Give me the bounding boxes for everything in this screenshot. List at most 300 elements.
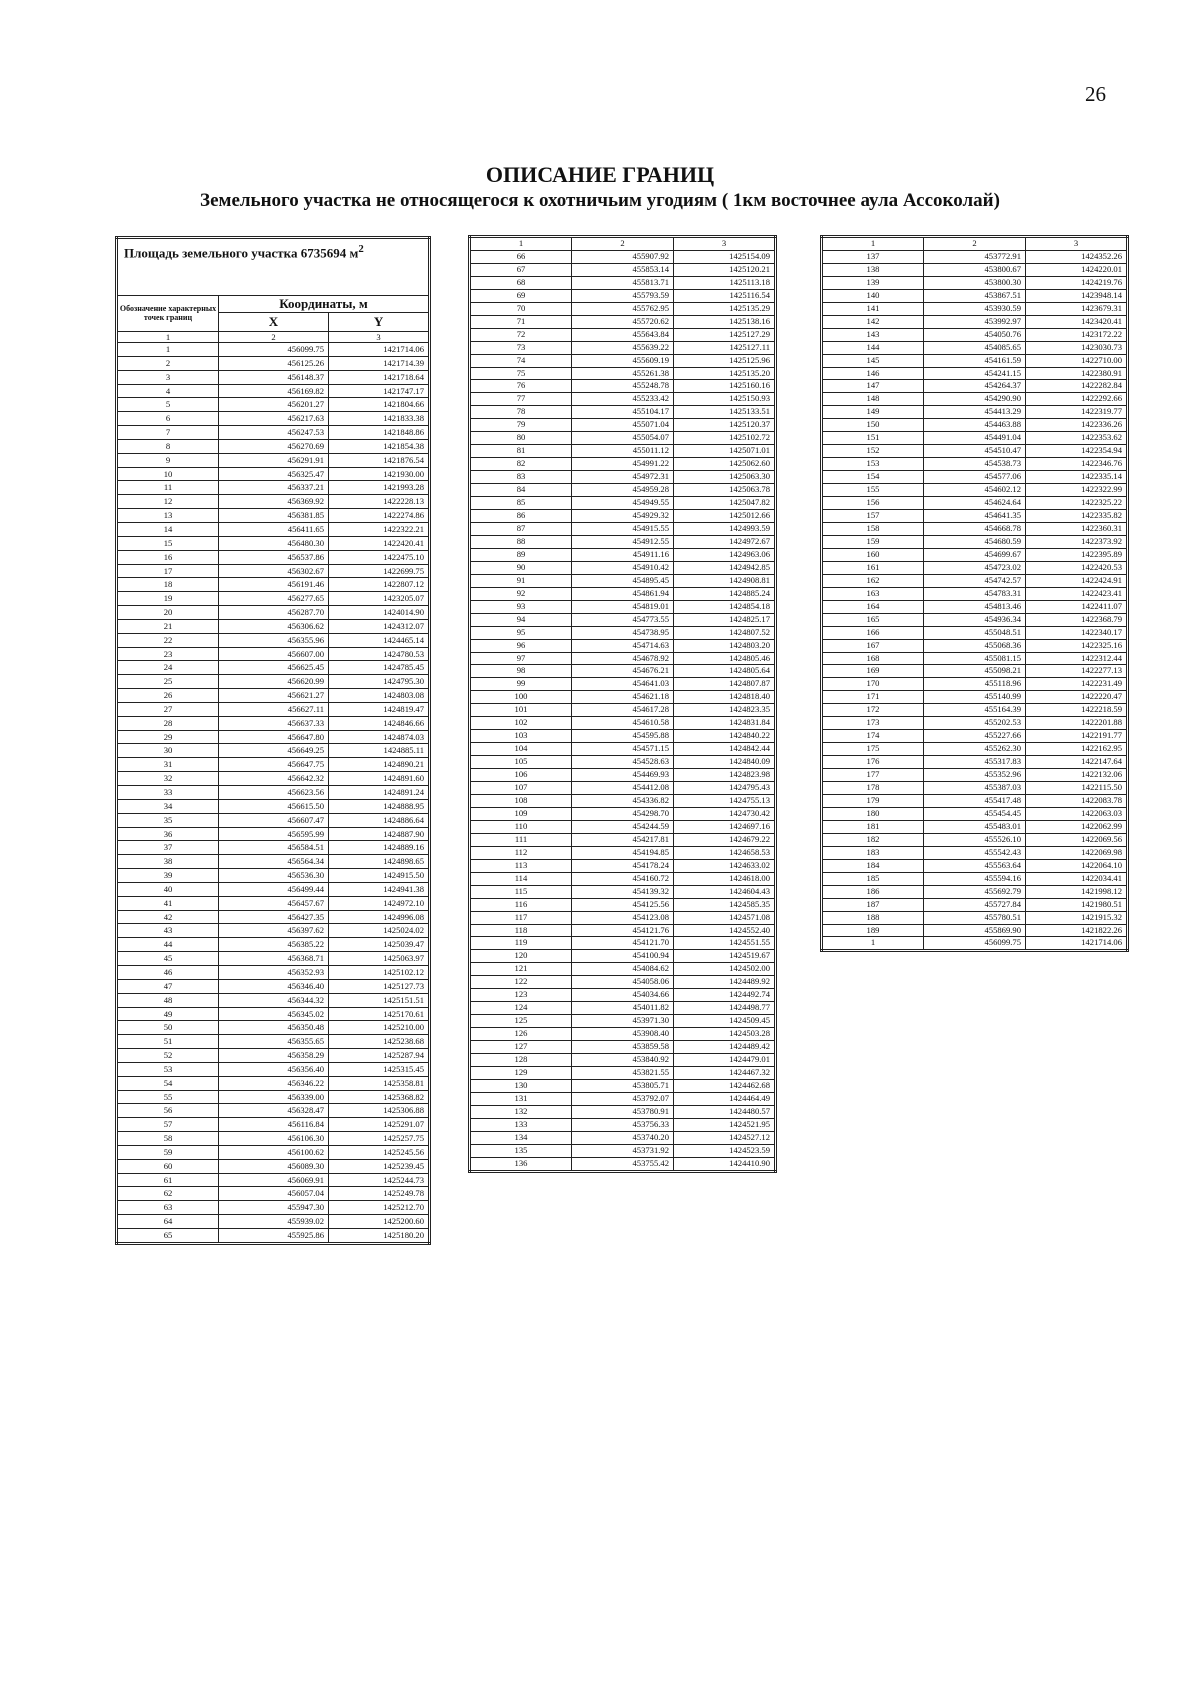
- table-row: [822, 250, 1128, 263]
- y-coordinate-cell: 1425071.01: [674, 445, 776, 458]
- point-number-cell: 157: [822, 510, 924, 523]
- y-coordinate-cell: 1424464.49: [674, 1092, 776, 1105]
- y-coordinate-cell: 1422220.47: [1026, 691, 1128, 704]
- y-coordinate-cell: 1422162.95: [1026, 743, 1128, 756]
- x-coordinate-cell: 456352.93: [219, 965, 329, 979]
- x-coordinate-cell: 454571.15: [572, 743, 674, 756]
- table-row: [117, 1021, 430, 1035]
- y-coordinate-cell: 1422325.22: [1026, 497, 1128, 510]
- y-coordinate-cell: 1421993.28: [329, 481, 430, 495]
- y-coordinate-cell: 1422411.07: [1026, 600, 1128, 613]
- column-number: 2: [219, 332, 329, 343]
- x-coordinate-cell: 456116.84: [219, 1118, 329, 1132]
- point-number-cell: 75: [470, 367, 572, 380]
- point-number-cell: 168: [822, 652, 924, 665]
- table-row: [117, 1215, 430, 1229]
- point-number-cell: 34: [117, 799, 219, 813]
- y-coordinate-cell: 1422322.99: [1026, 484, 1128, 497]
- y-coordinate-cell: 1425287.94: [329, 1049, 430, 1063]
- x-coordinate-cell: 456346.22: [219, 1076, 329, 1090]
- x-coordinate-cell: 456100.62: [219, 1145, 329, 1159]
- table-row: [117, 799, 430, 813]
- point-number-cell: 96: [470, 639, 572, 652]
- x-coordinate-cell: 454538.73: [924, 458, 1026, 471]
- table-row: [117, 896, 430, 910]
- point-number-cell: 172: [822, 704, 924, 717]
- y-coordinate-cell: 1424941.38: [329, 882, 430, 896]
- x-coordinate-cell: 455720.62: [572, 315, 674, 328]
- table-row: [470, 626, 776, 639]
- y-coordinate-cell: 1422395.89: [1026, 548, 1128, 561]
- y-coordinate-cell: 1425212.70: [329, 1201, 430, 1215]
- y-coordinate-cell: 1422354.94: [1026, 445, 1128, 458]
- x-coordinate-cell: 455081.15: [924, 652, 1026, 665]
- table-row: [822, 315, 1128, 328]
- y-coordinate-cell: 1424502.00: [674, 963, 776, 976]
- x-coordinate-cell: 454912.55: [572, 535, 674, 548]
- y-coordinate-cell: 1424888.95: [329, 799, 430, 813]
- y-coordinate-cell: 1425291.07: [329, 1118, 430, 1132]
- y-coordinate-cell: 1425063.78: [674, 484, 776, 497]
- table-row: [117, 869, 430, 883]
- point-number-cell: 180: [822, 807, 924, 820]
- table-row: [117, 1090, 430, 1104]
- point-number-cell: 72: [470, 328, 572, 341]
- y-column-header: Y: [329, 313, 430, 332]
- table-row: [470, 380, 776, 393]
- table-row: [470, 574, 776, 587]
- table-row: [470, 704, 776, 717]
- y-coordinate-cell: 1424219.76: [1026, 276, 1128, 289]
- x-coordinate-cell: 456339.00: [219, 1090, 329, 1104]
- y-coordinate-cell: 1422360.31: [1026, 522, 1128, 535]
- y-coordinate-cell: 1424803.20: [674, 639, 776, 652]
- point-number-cell: 103: [470, 730, 572, 743]
- point-number-cell: 65: [117, 1229, 219, 1244]
- x-coordinate-cell: 454861.94: [572, 587, 674, 600]
- point-number-cell: 36: [117, 827, 219, 841]
- point-number-cell: 93: [470, 600, 572, 613]
- table-row: [822, 535, 1128, 548]
- point-number-cell: 149: [822, 406, 924, 419]
- table-row: [822, 678, 1128, 691]
- y-coordinate-cell: 1425062.60: [674, 458, 776, 471]
- x-coordinate-cell: 453756.33: [572, 1118, 674, 1131]
- point-number-cell: 156: [822, 497, 924, 510]
- y-coordinate-cell: 1422191.77: [1026, 730, 1128, 743]
- table-row: [470, 911, 776, 924]
- table-row: [470, 665, 776, 678]
- y-coordinate-cell: 1423420.41: [1026, 315, 1128, 328]
- table-row: [470, 976, 776, 989]
- table-row: [470, 471, 776, 484]
- point-number-cell: 126: [470, 1028, 572, 1041]
- table-row: [822, 652, 1128, 665]
- x-coordinate-cell: 455692.79: [924, 885, 1026, 898]
- table-row: [117, 938, 430, 952]
- table-row: [117, 1118, 430, 1132]
- x-coordinate-cell: 454139.32: [572, 885, 674, 898]
- point-number-cell: 67: [470, 263, 572, 276]
- x-coordinate-cell: 454723.02: [924, 561, 1026, 574]
- point-number-cell: 87: [470, 522, 572, 535]
- point-number-cell: 150: [822, 419, 924, 432]
- x-coordinate-cell: 454298.70: [572, 807, 674, 820]
- point-number-cell: 169: [822, 665, 924, 678]
- x-coordinate-cell: 455054.07: [572, 432, 674, 445]
- y-coordinate-cell: 1424805.46: [674, 652, 776, 665]
- table-row: [117, 619, 430, 633]
- point-number-cell: 122: [470, 976, 572, 989]
- y-coordinate-cell: 1424963.06: [674, 548, 776, 561]
- x-coordinate-cell: 455853.14: [572, 263, 674, 276]
- point-number-cell: 74: [470, 354, 572, 367]
- point-number-cell: 12: [117, 495, 219, 509]
- table-row: [470, 989, 776, 1002]
- point-number-cell: 137: [822, 250, 924, 263]
- x-coordinate-cell: 456125.26: [219, 356, 329, 370]
- x-coordinate-cell: 454915.55: [572, 522, 674, 535]
- point-number-cell: 114: [470, 872, 572, 885]
- x-coordinate-cell: 454910.42: [572, 561, 674, 574]
- point-number-cell: 27: [117, 702, 219, 716]
- table-row: [470, 807, 776, 820]
- y-coordinate-cell: 1422062.99: [1026, 820, 1128, 833]
- table-row: [822, 872, 1128, 885]
- table-row: [470, 263, 776, 276]
- x-coordinate-cell: 454929.32: [572, 510, 674, 523]
- table-row: [117, 536, 430, 550]
- y-coordinate-cell: 1424489.42: [674, 1041, 776, 1054]
- x-coordinate-cell: 453755.42: [572, 1157, 674, 1171]
- y-coordinate-cell: 1425315.45: [329, 1062, 430, 1076]
- x-coordinate-cell: 453840.92: [572, 1054, 674, 1067]
- x-coordinate-cell: 455793.59: [572, 289, 674, 302]
- table-row: [822, 613, 1128, 626]
- point-number-cell: 78: [470, 406, 572, 419]
- y-coordinate-cell: 1424993.59: [674, 522, 776, 535]
- table-row: [117, 1049, 430, 1063]
- x-coordinate-cell: 454699.67: [924, 548, 1026, 561]
- x-coordinate-cell: 455317.83: [924, 756, 1026, 769]
- point-number-cell: 2: [117, 356, 219, 370]
- table-row: [822, 497, 1128, 510]
- x-coordinate-cell: 456564.34: [219, 855, 329, 869]
- x-coordinate-cell: 455104.17: [572, 406, 674, 419]
- x-coordinate-cell: 454491.04: [924, 432, 1026, 445]
- y-coordinate-cell: 1424831.84: [674, 717, 776, 730]
- x-coordinate-cell: 454641.03: [572, 678, 674, 691]
- table-row: [470, 639, 776, 652]
- y-coordinate-cell: 1422069.56: [1026, 833, 1128, 846]
- x-coordinate-cell: 455048.51: [924, 626, 1026, 639]
- y-coordinate-cell: 1424633.02: [674, 859, 776, 872]
- y-coordinate-cell: 1421854.38: [329, 439, 430, 453]
- y-coordinate-cell: 1425102.72: [674, 432, 776, 445]
- x-coordinate-cell: 453992.97: [924, 315, 1026, 328]
- table-row: [822, 898, 1128, 911]
- point-number-cell: 139: [822, 276, 924, 289]
- point-number-cell: 59: [117, 1145, 219, 1159]
- y-coordinate-cell: 1424840.09: [674, 756, 776, 769]
- table-row: [470, 1054, 776, 1067]
- table-row: [470, 587, 776, 600]
- point-number-cell: 18: [117, 578, 219, 592]
- table-row: [822, 769, 1128, 782]
- y-coordinate-cell: 1423030.73: [1026, 341, 1128, 354]
- point-number-cell: 10: [117, 467, 219, 481]
- y-coordinate-cell: 1424785.45: [329, 661, 430, 675]
- table-row: [470, 898, 776, 911]
- x-coordinate-cell: 456350.48: [219, 1021, 329, 1035]
- point-number-cell: 14: [117, 522, 219, 536]
- y-coordinate-cell: 1422063.03: [1026, 807, 1128, 820]
- table-row: [470, 872, 776, 885]
- x-coordinate-cell: 454178.24: [572, 859, 674, 872]
- table-row: [117, 1187, 430, 1201]
- point-number-cell: 54: [117, 1076, 219, 1090]
- y-coordinate-cell: 1422420.41: [329, 536, 430, 550]
- point-number-cell: 182: [822, 833, 924, 846]
- table-row: [470, 1105, 776, 1118]
- point-number-cell: 112: [470, 846, 572, 859]
- y-coordinate-cell: 1422218.59: [1026, 704, 1128, 717]
- table-row: [470, 497, 776, 510]
- y-coordinate-cell: 1425125.96: [674, 354, 776, 367]
- x-coordinate-cell: 454160.72: [572, 872, 674, 885]
- point-number-cell: 113: [470, 859, 572, 872]
- y-coordinate-cell: 1424898.65: [329, 855, 430, 869]
- x-coordinate-cell: 455813.71: [572, 276, 674, 289]
- y-coordinate-cell: 1425306.88: [329, 1104, 430, 1118]
- x-coordinate-cell: 454680.59: [924, 535, 1026, 548]
- table-row: [822, 289, 1128, 302]
- table-row: [117, 1201, 430, 1215]
- y-coordinate-cell: 1424807.52: [674, 626, 776, 639]
- point-number-cell: 99: [470, 678, 572, 691]
- point-number-cell: 155: [822, 484, 924, 497]
- x-coordinate-cell: 454241.15: [924, 367, 1026, 380]
- x-coordinate-cell: 456148.37: [219, 370, 329, 384]
- point-number-cell: 39: [117, 869, 219, 883]
- point-number-cell: 161: [822, 561, 924, 574]
- x-coordinate-cell: 454510.47: [924, 445, 1026, 458]
- y-coordinate-cell: 1422353.62: [1026, 432, 1128, 445]
- x-coordinate-cell: 456302.67: [219, 564, 329, 578]
- x-coordinate-cell: 456595.99: [219, 827, 329, 841]
- point-number-cell: 108: [470, 794, 572, 807]
- y-coordinate-cell: 1425200.60: [329, 1215, 430, 1229]
- table-row: [117, 633, 430, 647]
- y-coordinate-cell: 1425127.11: [674, 341, 776, 354]
- x-coordinate-cell: 454819.01: [572, 600, 674, 613]
- table-row: [470, 419, 776, 432]
- y-coordinate-cell: 1425135.20: [674, 367, 776, 380]
- point-number-cell: 165: [822, 613, 924, 626]
- point-number-cell: 183: [822, 846, 924, 859]
- x-coordinate-cell: 456345.02: [219, 1007, 329, 1021]
- x-coordinate-cell: 456328.47: [219, 1104, 329, 1118]
- table-row: [822, 717, 1128, 730]
- y-coordinate-cell: 1422312.44: [1026, 652, 1128, 665]
- y-coordinate-cell: 1421915.32: [1026, 911, 1128, 924]
- y-coordinate-cell: 1422115.50: [1026, 782, 1128, 795]
- table-row: [470, 859, 776, 872]
- point-number-cell: 117: [470, 911, 572, 924]
- point-number-cell: 55: [117, 1090, 219, 1104]
- point-number-cell: 91: [470, 574, 572, 587]
- y-coordinate-cell: 1424679.22: [674, 833, 776, 846]
- point-number-cell: 38: [117, 855, 219, 869]
- point-number-cell: 30: [117, 744, 219, 758]
- point-number-cell: 173: [822, 717, 924, 730]
- point-number-cell: 48: [117, 993, 219, 1007]
- y-coordinate-cell: 1424887.90: [329, 827, 430, 841]
- x-coordinate-cell: 456287.70: [219, 606, 329, 620]
- y-coordinate-cell: 1424755.13: [674, 794, 776, 807]
- point-number-cell: 80: [470, 432, 572, 445]
- x-coordinate-cell: 454595.88: [572, 730, 674, 743]
- table-row: [822, 510, 1128, 523]
- x-coordinate-cell: 456607.00: [219, 647, 329, 661]
- y-coordinate-cell: 1424492.74: [674, 989, 776, 1002]
- x-coordinate-cell: 456647.80: [219, 730, 329, 744]
- point-number-cell: 41: [117, 896, 219, 910]
- y-coordinate-cell: 1425238.68: [329, 1035, 430, 1049]
- y-coordinate-cell: 1424585.35: [674, 898, 776, 911]
- column-number: 3: [1026, 237, 1128, 251]
- table-row: [470, 458, 776, 471]
- point-number-cell: 167: [822, 639, 924, 652]
- x-coordinate-cell: 456457.67: [219, 896, 329, 910]
- x-coordinate-cell: 454011.82: [572, 1002, 674, 1015]
- point-number-cell: 83: [470, 471, 572, 484]
- table-row: [117, 1062, 430, 1076]
- point-number-cell: 16: [117, 550, 219, 564]
- x-coordinate-cell: 456625.45: [219, 661, 329, 675]
- point-number-cell: 160: [822, 548, 924, 561]
- table-row: [822, 859, 1128, 872]
- y-coordinate-cell: 1424823.35: [674, 704, 776, 717]
- point-number-cell: 174: [822, 730, 924, 743]
- y-coordinate-cell: 1425239.45: [329, 1159, 430, 1173]
- table-row: [470, 1015, 776, 1028]
- x-coordinate-cell: 454125.56: [572, 898, 674, 911]
- x-coordinate-cell: 455563.64: [924, 859, 1026, 872]
- table-row: [822, 782, 1128, 795]
- table-row: [117, 426, 430, 440]
- table-row: [117, 467, 430, 481]
- x-coordinate-cell: 455483.01: [924, 820, 1026, 833]
- x-coordinate-cell: 454050.76: [924, 328, 1026, 341]
- x-coordinate-cell: 456620.99: [219, 675, 329, 689]
- point-number-cell: 151: [822, 432, 924, 445]
- y-coordinate-cell: 1425102.12: [329, 965, 430, 979]
- point-number-cell: 63: [117, 1201, 219, 1215]
- table-row: [470, 510, 776, 523]
- x-coordinate-cell: 454617.28: [572, 704, 674, 717]
- table-row: [117, 606, 430, 620]
- point-number-cell: 107: [470, 782, 572, 795]
- x-column-header: X: [219, 313, 329, 332]
- y-coordinate-cell: 1424889.16: [329, 841, 430, 855]
- table-row: [470, 600, 776, 613]
- table-row: [822, 406, 1128, 419]
- x-coordinate-cell: 454641.35: [924, 510, 1026, 523]
- y-coordinate-cell: 1422201.88: [1026, 717, 1128, 730]
- x-coordinate-cell: 456106.30: [219, 1132, 329, 1146]
- y-coordinate-cell: 1422475.10: [329, 550, 430, 564]
- x-coordinate-cell: 456099.75: [219, 343, 329, 357]
- point-number-cell: 37: [117, 841, 219, 855]
- table-row: [470, 315, 776, 328]
- table-row: [822, 354, 1128, 367]
- x-coordinate-cell: 455526.10: [924, 833, 1026, 846]
- table-row: [822, 639, 1128, 652]
- x-coordinate-cell: 454936.34: [924, 613, 1026, 626]
- table-row: [117, 370, 430, 384]
- point-number-cell: 23: [117, 647, 219, 661]
- table-3-body: [822, 250, 1128, 950]
- point-number-cell: 130: [470, 1079, 572, 1092]
- y-coordinate-cell: 1424480.57: [674, 1105, 776, 1118]
- x-coordinate-cell: 454991.22: [572, 458, 674, 471]
- table-row: [822, 937, 1128, 951]
- y-coordinate-cell: 1424462.68: [674, 1079, 776, 1092]
- y-coordinate-cell: 1422319.77: [1026, 406, 1128, 419]
- point-number-cell: 42: [117, 910, 219, 924]
- table-row: [822, 263, 1128, 276]
- table-row: [470, 833, 776, 846]
- x-coordinate-cell: 454783.31: [924, 587, 1026, 600]
- table-row: [822, 820, 1128, 833]
- point-number-cell: 136: [470, 1157, 572, 1171]
- x-coordinate-cell: 454336.82: [572, 794, 674, 807]
- point-number-cell: 138: [822, 263, 924, 276]
- point-number-cell: 120: [470, 950, 572, 963]
- document-title: ОПИСАНИЕ ГРАНИЦ: [485, 162, 715, 187]
- y-coordinate-cell: 1425358.81: [329, 1076, 430, 1090]
- y-coordinate-cell: 1421876.54: [329, 453, 430, 467]
- y-coordinate-cell: 1421998.12: [1026, 885, 1128, 898]
- x-coordinate-cell: 456291.91: [219, 453, 329, 467]
- point-number-cell: 62: [117, 1187, 219, 1201]
- point-number-cell: 32: [117, 772, 219, 786]
- x-coordinate-cell: 455262.30: [924, 743, 1026, 756]
- point-number-cell: 171: [822, 691, 924, 704]
- y-coordinate-cell: 1422424.91: [1026, 574, 1128, 587]
- y-coordinate-cell: 1424996.08: [329, 910, 430, 924]
- table-row: [470, 432, 776, 445]
- y-coordinate-cell: 1423679.31: [1026, 302, 1128, 315]
- table-row: [470, 1157, 776, 1171]
- point-number-cell: 90: [470, 561, 572, 574]
- point-number-cell: 52: [117, 1049, 219, 1063]
- point-number-cell: 98: [470, 665, 572, 678]
- column-number: 2: [924, 237, 1026, 251]
- table-row: [470, 924, 776, 937]
- x-coordinate-cell: 454949.55: [572, 497, 674, 510]
- x-coordinate-cell: 454621.18: [572, 691, 674, 704]
- y-coordinate-cell: 1424874.03: [329, 730, 430, 744]
- table-row: [470, 1002, 776, 1015]
- table-row: [470, 445, 776, 458]
- point-number-cell: 15: [117, 536, 219, 550]
- point-number-cell: 146: [822, 367, 924, 380]
- point-number-cell: 5: [117, 398, 219, 412]
- x-coordinate-cell: 456607.47: [219, 813, 329, 827]
- y-coordinate-cell: 1425151.51: [329, 993, 430, 1007]
